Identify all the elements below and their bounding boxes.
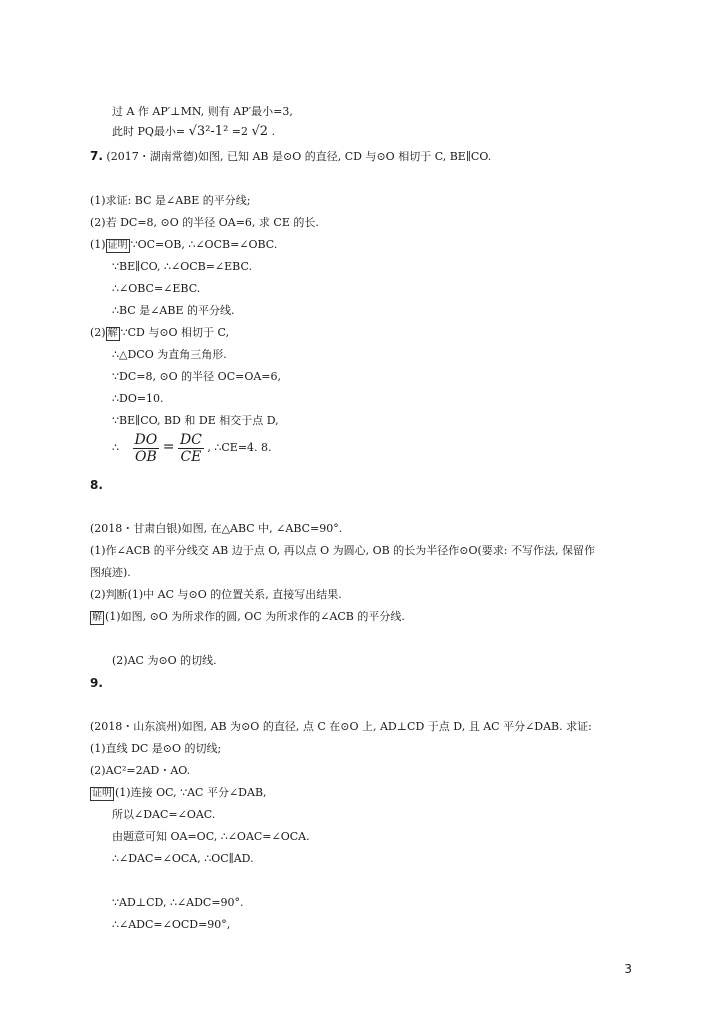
question-stem: (2018・山东滨州)如图, AB 为⊙O 的直径, 点 C 在⊙O 上, AD⊥CD 于点 D, 且 AC 平分∠DAB. 求证:: [90, 720, 592, 733]
text-line: (1)求证: BC 是∠ABE 的平分线;: [90, 194, 251, 207]
numerator: DC: [179, 431, 202, 448]
solution-label: 解: [92, 612, 102, 623]
text: , ∴CE=4. 8.: [207, 441, 272, 454]
text: (2): [90, 326, 106, 339]
equals: =: [162, 439, 175, 455]
text-line: (1)直线 DC 是⊙O 的切线;: [90, 742, 222, 755]
text-line: ∵AD⊥CD, ∴∠ADC=90°.: [112, 896, 244, 909]
proof-label: 证明: [107, 240, 128, 251]
text-line: ∴DO=10.: [112, 392, 164, 405]
question-number: 8.: [90, 478, 103, 492]
text: ∵OC=OB, ∴∠OCB=∠OBC.: [130, 238, 278, 251]
fraction: [133, 432, 160, 465]
text: (1)连接 OC, ∵AC 平分∠DAB,: [115, 786, 267, 799]
question-stem: (2017・湖南常德)如图, 已知 AB 是⊙O 的直径, CD 与⊙O 相切于 C, BE∥CO.: [106, 150, 492, 163]
fraction-line: [112, 430, 272, 465]
question-number: 7.: [90, 149, 103, 163]
solution-line: [90, 326, 229, 341]
denominator: CE: [180, 448, 202, 465]
text-line: ∵BE∥CO, BD 和 DE 相交于点 D,: [112, 414, 279, 427]
text-line: 过 A 作 AP′⊥MN, 则有 AP′最小=3,: [112, 105, 293, 118]
question-stem: (2018・甘肃白银)如图, 在△ABC 中, ∠ABC=90°.: [90, 522, 343, 535]
text-line: 所以∠DAC=∠OAC.: [112, 808, 216, 821]
text: (1)如图, ⊙O 为所求作的圆, OC 为所求作的∠ACB 的平分线.: [105, 610, 405, 623]
text-line: ∴∠OBC=∠EBC.: [112, 282, 201, 295]
radical: √2: [251, 124, 269, 139]
text: 此时 PQ最小=: [112, 125, 186, 138]
text-line: 由题意可知 OA=OC, ∴∠OAC=∠OCA.: [112, 830, 310, 843]
solution-line: [90, 786, 267, 801]
numerator: DO: [134, 431, 158, 448]
question-number: 9.: [90, 676, 103, 690]
page-number: 3: [624, 962, 632, 976]
text: (1): [90, 238, 106, 251]
text-line: 图痕迹).: [90, 566, 131, 579]
text-line: (2)若 DC=8, ⊙O 的半径 OA=6, 求 CE 的长.: [90, 216, 319, 229]
text-line: (2)AC 为⊙O 的切线.: [112, 654, 217, 667]
formula-line: [112, 125, 275, 139]
question-7: [90, 149, 491, 164]
text-line: (2)AC²=2AD・AO.: [90, 764, 191, 777]
text-line: ∵DC=8, ⊙O 的半径 OC=OA=6,: [112, 370, 281, 383]
text-line: ∴△DCO 为直角三角形.: [112, 348, 227, 361]
text: ∵CD 与⊙O 相切于 C,: [120, 326, 230, 339]
text-line: (2)判断(1)中 AC 与⊙O 的位置关系, 直接写出结果.: [90, 588, 342, 601]
solution-label: 解: [107, 328, 118, 339]
text-line: ∵BE∥CO, ∴∠OCB=∠EBC.: [112, 260, 252, 273]
denominator: OB: [134, 448, 157, 465]
text-line: ∴BC 是∠ABE 的平分线.: [112, 304, 235, 317]
radical: √3²-1²: [188, 124, 229, 139]
text: .: [271, 125, 276, 138]
text: ∴: [112, 441, 119, 454]
proof-label: 证明: [92, 788, 112, 799]
fraction: [178, 432, 204, 465]
solution-line: [90, 610, 405, 625]
text-line: ∴∠DAC=∠OCA, ∴OC∥AD.: [112, 852, 254, 865]
text: =2: [231, 125, 249, 138]
text-line: (1)作∠ACB 的平分线交 AB 边于点 O, 再以点 O 为圆心, OB 的长为半径作⊙O(要求: 不写作法, 保留作: [90, 544, 595, 557]
solution-line: [90, 238, 277, 253]
text-line: ∴∠ADC=∠OCD=90°,: [112, 918, 231, 931]
